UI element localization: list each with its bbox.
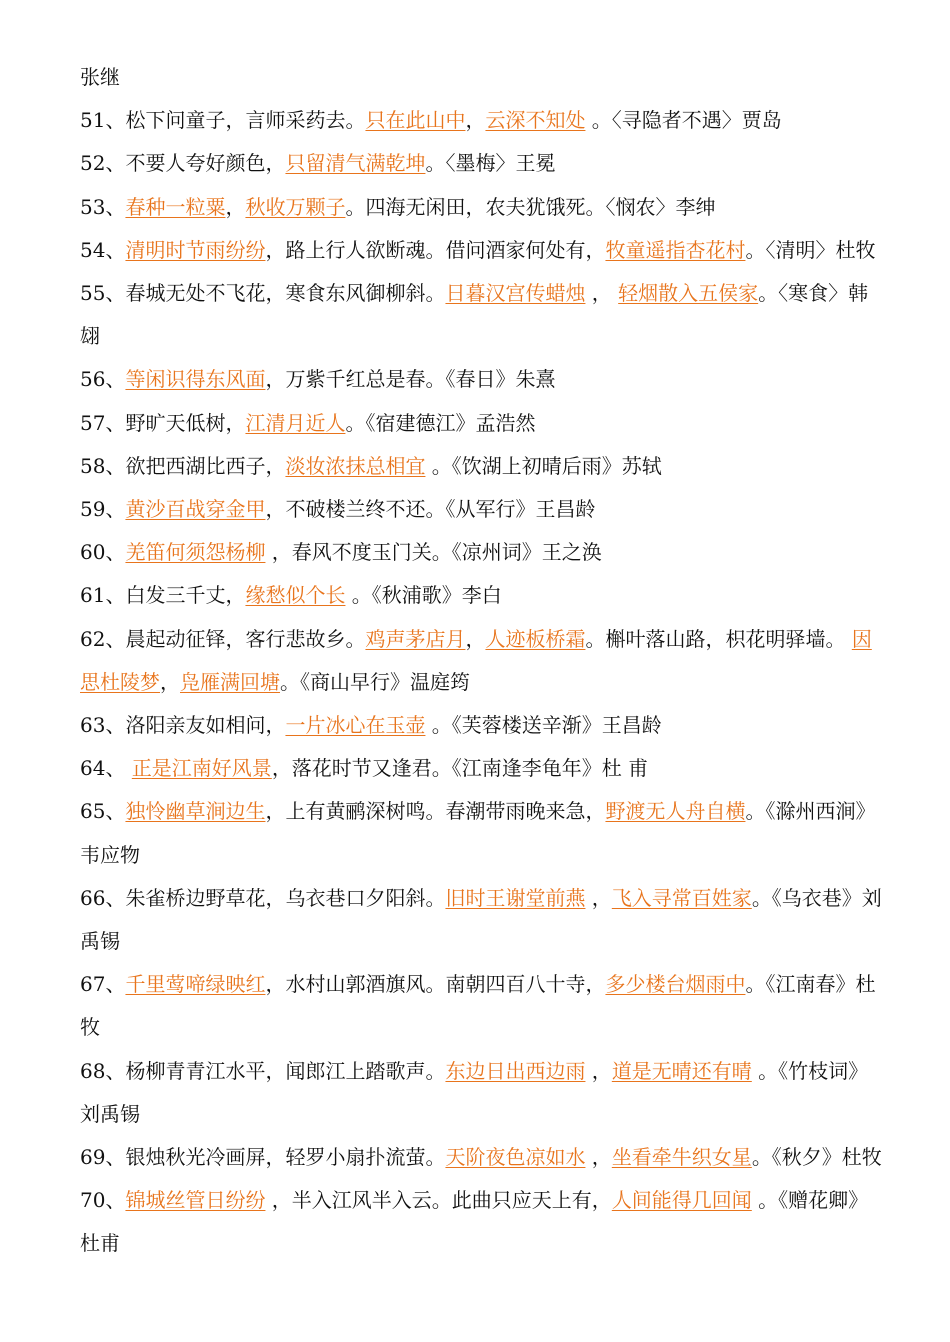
filled-blank: 羌笛何须怨杨柳 [125,540,266,565]
line-text: 张继 [80,65,120,89]
text-line [80,661,920,704]
filled-blank: 云深不知处 [485,108,586,133]
filled-blank: 日暮汉宫传蜡烛 [445,281,586,306]
line-text: ，路上行人欲断魂。借问酒家何处有， [265,237,606,262]
filled-blank: 锦城丝管日纷纷 [125,1188,266,1213]
line-text: 。《秋浦歌》李白 [345,583,502,608]
line-text: 翃 [80,324,100,349]
filled-blank: 人间能得几回闻 [611,1188,752,1213]
line-text: ， [160,669,180,694]
filled-blank: 鸡声茅店月 [365,626,466,651]
line-text: 。槲叶落山路，枳花明驿墙。 [585,626,852,651]
text-line [80,877,920,920]
filled-blank: 飞入寻常百姓家 [611,885,752,910]
line-text: ，万紫千红总是春。《春日》朱熹 [265,367,556,392]
filled-blank: 淡妆浓抹总相宜 [285,453,426,478]
filled-blank: 凫雁满回塘 [180,669,280,694]
text-line [80,272,920,315]
filled-blank: 野渡无人舟自横 [605,799,746,824]
line-text: 。〈清明〉杜牧 [745,237,876,262]
line-text: ，春风不度玉门关。《凉州词》王之涣 [265,540,602,565]
text-line [80,186,920,229]
line-text: 61、白发三千丈， [80,583,246,608]
line-text: 54、 [80,237,126,262]
filled-blank: 因 [851,626,872,651]
line-text: ， [585,885,612,910]
text-line [80,358,920,401]
line-text: 。《饮湖上初晴后雨》苏轼 [425,453,662,478]
line-text: ，落花时节又逢君。《江南逢李龟年》杜 甫 [271,756,649,781]
line-text: 69、银烛秋光冷画屏，轻罗小扇扑流萤。 [80,1145,446,1170]
line-text: 。〈寻隐者不遇〉贾岛 [585,108,782,133]
poem-list [80,56,920,1266]
line-text: 。《滁州西涧》 [745,799,876,824]
line-text: ， [225,194,246,219]
filled-blank: 坐看牵牛织女星 [611,1145,752,1170]
line-text: 。〈寒食〉韩 [758,281,869,306]
text-line [80,1136,920,1179]
filled-blank: 牧童遥指杏花村 [605,237,746,262]
text-line [80,790,920,833]
text-line [80,618,920,661]
filled-blank: 轻烟散入五侯家 [618,281,759,306]
text-line [80,704,920,747]
line-text: 。《宿建德江》孟浩然 [345,410,536,435]
text-line [80,1050,920,1093]
line-text: 51、松下问童子，言师采药去。 [80,108,366,133]
filled-blank: 人迹板桥霜 [485,626,586,651]
line-text: 。《竹枝词》 [751,1058,869,1083]
text-line [80,142,920,185]
text-line [80,1006,920,1049]
line-text: ，水村山郭酒旗风。南朝四百八十寺， [265,972,606,997]
filled-blank: 缘愁似个长 [245,583,346,608]
text-line [80,1179,920,1222]
line-text: 59、 [80,497,126,522]
line-text: 。《秋夕》杜牧 [751,1145,882,1170]
filled-blank: 道是无晴还有晴 [611,1058,752,1083]
filled-blank: 等闲识得东风面 [125,367,266,392]
filled-blank: 春种一粒粟 [125,194,226,219]
text-line [80,315,920,358]
filled-blank: 思杜陵梦 [80,669,160,694]
line-text: 。《赠花卿》 [751,1188,869,1213]
line-text: 58、欲把西湖比西子， [80,453,286,478]
line-text: 禹锡 [80,929,120,954]
filled-blank: 黄沙百战穿金甲 [125,497,266,522]
line-text: 70、 [80,1188,126,1213]
text-line [80,488,920,531]
line-text: ， [465,626,486,651]
line-text: 。四海无闲田，农夫犹饿死。〈悯农〉李绅 [345,194,716,219]
line-text: 。《乌衣巷》刘 [751,885,882,910]
line-text: 。《商山早行》温庭筠 [280,669,470,694]
line-text: 62、晨起动征铎，客行悲故乡。 [80,626,366,651]
text-line [80,963,920,1006]
filled-blank: 多少楼台烟雨中 [605,972,746,997]
line-text: 。《江南春》杜 [745,972,876,997]
filled-blank: 秋收万颗子 [245,194,346,219]
filled-blank: 旧时王谢堂前燕 [445,885,586,910]
line-text: ，上有黄鹂深树鸣。春潮带雨晚来急， [265,799,606,824]
line-text: ， [585,1145,612,1170]
text-line [80,574,920,617]
line-text: ，不破楼兰终不还。《从军行》王昌龄 [265,497,596,522]
filled-blank: 清明时节雨纷纷 [125,237,266,262]
line-text: 60、 [80,540,126,565]
line-text: 68、杨柳青青江水平，闻郎江上踏歌声。 [80,1058,446,1083]
filled-blank: 天阶夜色凉如水 [445,1145,586,1170]
line-text: 刘禹锡 [80,1101,140,1126]
text-line [80,402,920,445]
line-text: 杜甫 [80,1231,120,1256]
line-text: ，半入江风半入云。此曲只应天上有， [265,1188,612,1213]
line-text: 63、洛阳亲友如相问， [80,713,286,738]
line-text: 53、 [80,194,126,219]
line-text: 64、 [80,756,132,781]
line-text: ， [585,1058,612,1083]
line-text: 。《芙蓉楼送辛渐》王昌龄 [425,713,662,738]
line-text: 牧 [80,1015,100,1040]
filled-blank: 正是江南好风景 [131,756,272,781]
line-text: 韦应物 [80,842,140,867]
filled-blank: 东边日出西边雨 [445,1058,586,1083]
text-line [80,445,920,488]
filled-blank: 一片冰心在玉壶 [285,713,426,738]
text-line [80,920,920,963]
line-text: 52、不要人夸好颜色， [80,151,286,176]
line-text: 57、野旷天低树， [80,410,246,435]
line-text: 56、 [80,367,126,392]
line-text: 65、 [80,799,126,824]
filled-blank: 江清月近人 [245,410,346,435]
line-text: 66、朱雀桥边野草花，乌衣巷口夕阳斜。 [80,885,446,910]
filled-blank: 独怜幽草涧边生 [125,799,266,824]
filled-blank: 千里莺啼绿映红 [125,972,266,997]
text-line [80,1222,920,1265]
text-line [80,56,920,99]
text-line [80,531,920,574]
filled-blank: 只留清气满乾坤 [285,151,426,176]
line-text: 67、 [80,972,126,997]
text-line [80,229,920,272]
text-line [80,747,920,790]
text-line [80,99,920,142]
filled-blank: 只在此山中 [365,108,466,133]
text-line [80,1093,920,1136]
line-text: 。〈墨梅〉王冕 [425,151,556,176]
text-line [80,834,920,877]
line-text: ， [585,281,619,306]
line-text: 55、春城无处不飞花，寒食东风御柳斜。 [80,281,446,306]
line-text: ， [465,108,486,133]
